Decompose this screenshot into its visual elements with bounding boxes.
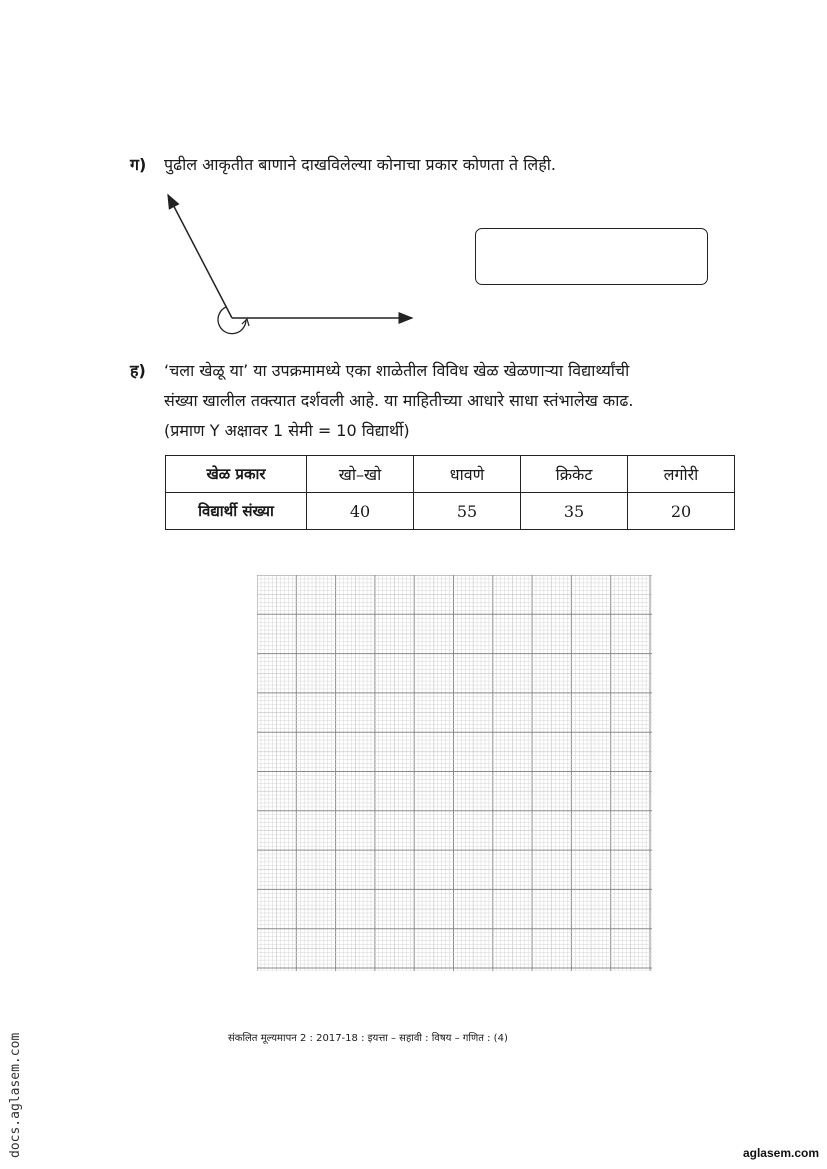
question-h-label: ह) (130, 361, 146, 380)
side-watermark: docs.aglasem.com (8, 1032, 23, 1158)
corner-watermark: aglasem.com (742, 1146, 819, 1160)
question-h-line-2: संख्या खालील तक्त्यात दर्शवली आहे. या माहितीच्या आधारे साधा स्तंभालेख काढ. (164, 391, 634, 410)
angle-figure (150, 185, 430, 345)
question-g-label: ग) (130, 155, 147, 174)
reflex-angle-arc (218, 307, 246, 334)
student-count: 35 (521, 493, 628, 530)
row-header-student-count: विद्यार्थी संख्या (166, 493, 307, 530)
table-row-sports (166, 456, 735, 493)
page-footer: संकलित मूल्यमापन 2 : 2017-18 : इयत्ता – सहावी : विषय – गणित : (4) (228, 1033, 508, 1044)
student-count: 20 (628, 493, 735, 530)
student-count: 40 (307, 493, 414, 530)
sport-name: क्रिकेट (521, 456, 628, 493)
sport-name: खो–खो (307, 456, 414, 493)
sport-name: लगोरी (628, 456, 735, 493)
table-row-counts (166, 493, 735, 530)
question-h-line-1: ‘चला खेळू या’ या उपक्रमामध्ये एका शाळेतील विविध खेळ खेळणाऱ्या विद्यार्थ्यांची (164, 361, 630, 380)
question-h-line-3: (प्रमाण Y अक्षावर 1 सेमी = 10 विद्यार्थी) (164, 421, 410, 440)
question-g-text: पुढील आकृतीत बाणाने दाखविलेल्या कोनाचा प्रकार कोणता ते लिही. (164, 155, 556, 174)
sports-data-table (165, 455, 735, 530)
angle-arm-up (168, 195, 232, 318)
sport-name: धावणे (414, 456, 521, 493)
student-count: 55 (414, 493, 521, 530)
graph-paper[interactable] (257, 575, 652, 971)
row-header-sport-type: खेळ प्रकार (166, 456, 307, 493)
question-h-text (164, 356, 774, 446)
answer-box[interactable] (475, 228, 708, 285)
